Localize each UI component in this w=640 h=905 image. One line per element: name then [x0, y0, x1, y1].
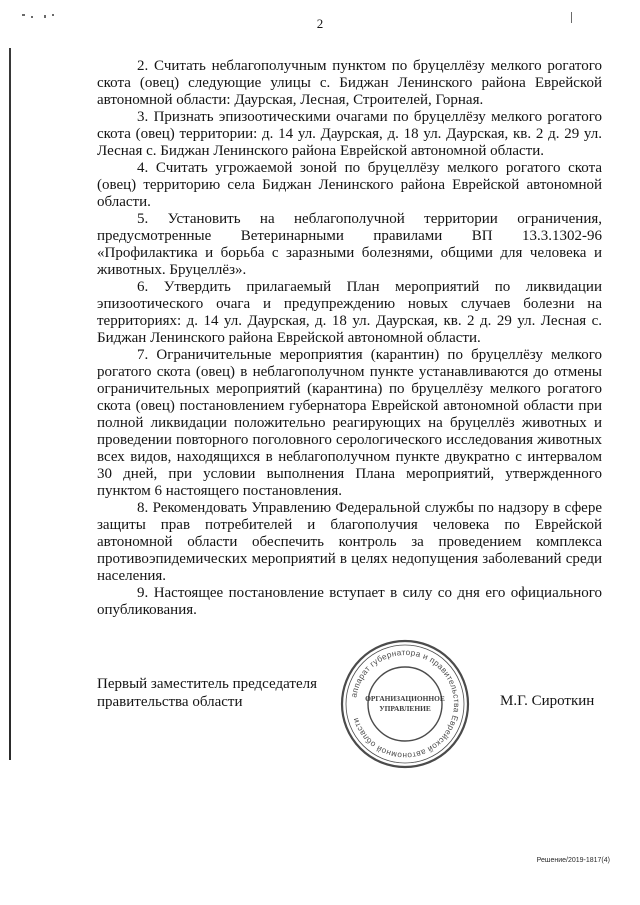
official-seal	[338, 637, 472, 771]
seal-center-line: УПРАВЛЕНИЕ	[379, 704, 431, 713]
signatory-name: М.Г. Сироткин	[500, 693, 595, 709]
decree-body	[97, 58, 602, 619]
paragraph-2: 2. Считать неблагополучным пунктом по бруцеллёзу мелкого рогатого скота (овец) следующие улицы с. Биджан Ленинского района Еврейской автономной области: Даурская, Лесная, Строителей, Горная.	[97, 58, 602, 108]
paragraph-9: 9. Настоящее постановление вступает в силу со дня его официального опубликования.	[97, 585, 602, 618]
signatory-position-line: правительства области	[97, 693, 243, 710]
scan-speck	[52, 14, 54, 16]
document-code: Решение/2019-1817(4)	[536, 857, 610, 864]
scan-speck	[44, 15, 46, 18]
page-number: 2	[316, 16, 324, 31]
scan-speck	[22, 14, 25, 16]
seal-center-line: ОРГАНИЗАЦИОННОЕ	[365, 694, 445, 703]
paragraph-8: 8. Рекомендовать Управлению Федеральной службы по надзору в сфере защиты прав потребителей и благополучия человека по Еврейской автономной области обеспечить контроль за проведением комплекса противоэпидемических мероприятий в целях недопущения заболеваний среди населения.	[97, 500, 602, 584]
paragraph-5: 5. Установить на неблагополучной территории ограничения, предусмотренные Ветеринарными правилами ВП 13.3.1302-96 «Профилактика и борьба с заразными болезнями, общими для человека и животных. Бруцеллёз».	[97, 211, 602, 278]
paragraph-3: 3. Признать эпизоотическими очагами по бруцеллёзу мелкого рогатого скота (овец) территории: д. 14 ул. Даурская, д. 18 ул. Даурская, кв. 2 д. 29 ул. Лесная с. Биджан Ленинского района Еврейской автономной области.	[97, 109, 602, 159]
paragraph-6: 6. Утвердить прилагаемый План мероприятий по ликвидации эпизоотического очага и предупреждению новых случаев болезни на территориях: д. 14 ул. Даурская, д. 18 ул. Даурская, кв. 2 д. 29 ул. Лесная с. Биджан Ленинского района Еврейской автономной области.	[97, 279, 602, 346]
paragraph-4: 4. Считать угрожаемой зоной по бруцеллёзу мелкого рогатого скота (овец) территорию села Биджан Ленинского района Еврейской автономной области.	[97, 160, 602, 210]
scan-speck	[31, 16, 33, 18]
paragraph-7: 7. Ограничительные мероприятия (карантин) по бруцеллёзу мелкого рогатого скота (овец) в неблагополучном пункте устанавливаются до отмены ограничительных мероприятий (карантина) по бруцеллёзу мелкого рогатого скота (овец) постановлением губернатора Еврейской автономной области при полной ликвидации положительно реагирующих на бруцеллёз животных и проведении повторного поголовного серологического исследования животных всех видов, находящихся в неблагополучном пункте двукратно с интервалом 30 дней, при условии выполнения Плана мероприятий, утвержденного пунктом 6 настоящего постановления.	[97, 347, 602, 499]
signatory-position-line: Первый заместитель председателя	[97, 676, 317, 692]
scan-tick	[571, 12, 572, 23]
signatory-position	[97, 676, 337, 711]
seal-ring-text: аппарат губернатора и правительства Еврейской автономной области	[349, 647, 462, 761]
scan-margin-line	[9, 48, 11, 760]
